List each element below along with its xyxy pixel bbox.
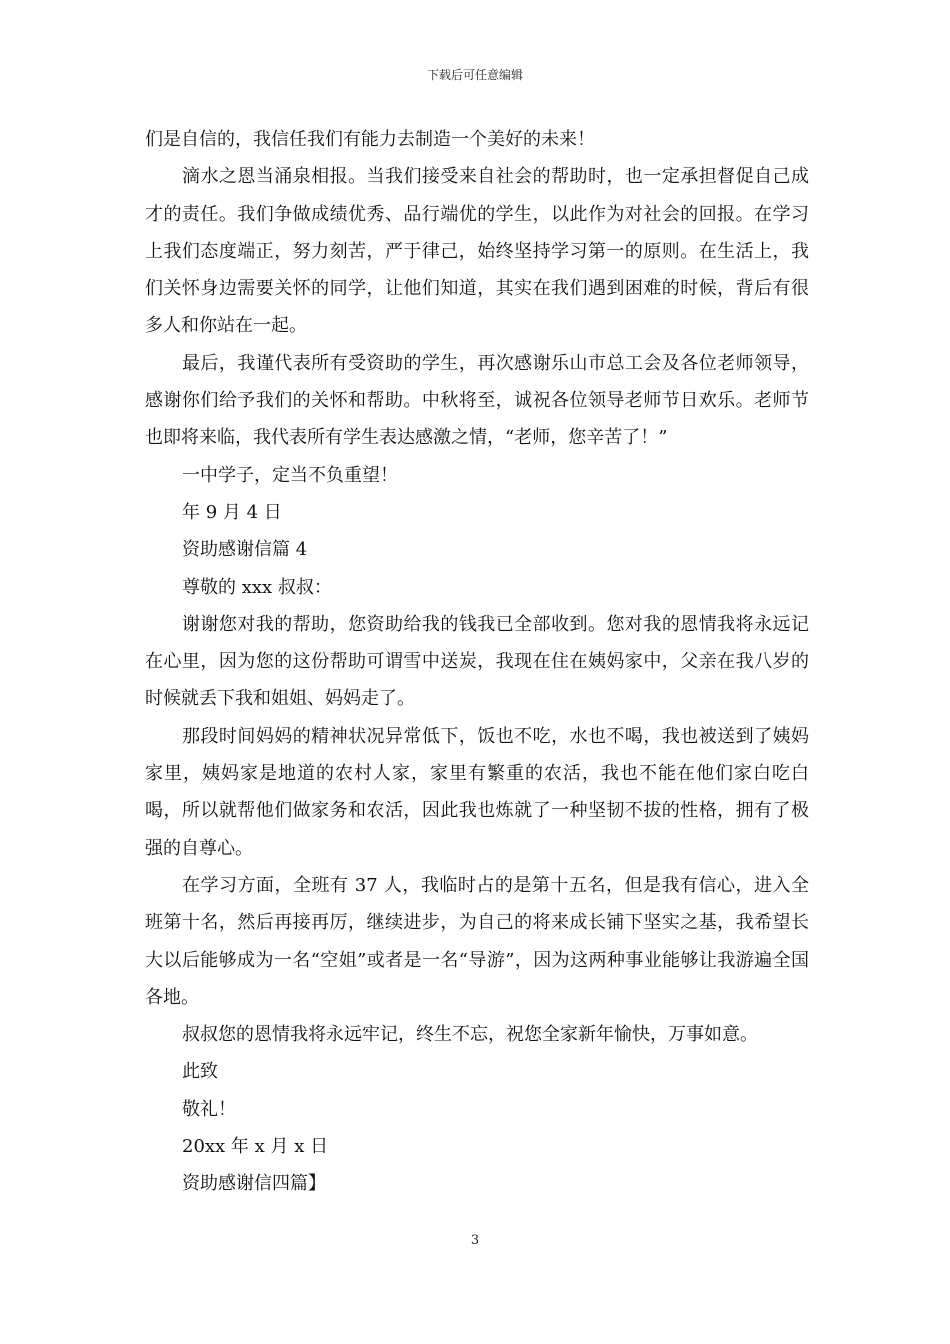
letter-salutation: 尊敬的 xxx 叔叔： xyxy=(182,576,332,598)
paragraph-gratitude: 滴水之恩当涌泉相报。当我们接受来自社会的帮助时，也一定承担督促自己成才的责任。我们争做成绩优秀、品行端优的学生，以此作为对社会的回报。在学习上我们态度端正，努力刻苦，严于律己，始终坚持学习第一的原则。在生活上，我们关怀身边需要关怀的同学，让他们知道，其实在我们遇到困难的时候，背后有很多人和你站在一起。 xyxy=(145,166,809,337)
document-body xyxy=(145,121,809,1203)
letter-closing: 此致 xyxy=(182,1061,218,1083)
paragraph-pledge: 一中学子，定当不负重望！ xyxy=(182,464,398,486)
document-trailer: 资助感谢信四篇】 xyxy=(182,1173,326,1195)
page-number: 3 xyxy=(470,1233,480,1248)
paragraph-wishes: 叔叔您的恩情我将永远牢记，终生不忘，祝您全家新年愉快，万事如意。 xyxy=(182,1024,758,1046)
paragraph-thanks: 谢谢您对我的帮助，您资助给我的钱我已全部收到。您对我的恩情我将永远记在心里，因为您的这份帮助可谓雪中送炭，我现在住在姨妈家中，父亲在我八岁的时候就丢下我和姐姐、妈妈走了。 xyxy=(145,613,809,710)
letter-date: 20xx 年 x 月 x 日 xyxy=(182,1136,329,1158)
paragraph-closing-thanks: 最后，我谨代表所有受资助的学生，再次感谢乐山市总工会及各位老师领导，感谢你们给予我们的关怀和帮助。中秋将至，诚祝各位领导老师节日欢乐。老师节也即将来临，我代表所有学生表达感激之情，“老师，您辛苦了！” xyxy=(145,352,809,449)
paragraph-study: 在学习方面，全班有 37 人，我临时占的是第十五名，但是我有信心，进入全班第十名，然后再接再厉，继续进步，为自己的将来成长铺下坚实之基，我希望长大以后能够成为一名“空姐”或者是一名“导游”，因为这两种事业能够让我游遍全国各地。 xyxy=(145,874,809,1008)
letter-regards: 敬礼！ xyxy=(182,1098,236,1120)
section-title: 资助感谢信篇 4 xyxy=(182,539,308,561)
paragraph-continuation: 们是自信的，我信任我们有能力去制造一个美好的未来！ xyxy=(145,129,595,150)
header-note: 下载后可任意编辑 xyxy=(426,68,523,82)
paragraph-date: 年 9 月 4 日 xyxy=(182,501,282,523)
paragraph-family: 那段时间妈妈的精神状况异常低下，饭也不吃，水也不喝，我也被送到了姨妈家里，姨妈家是地道的农村人家，家里有繁重的农活，我也不能在他们家白吃白喝，所以就帮他们做家务和农活，因此我也炼就了一种坚韧不拔的性格，拥有了极强的自尊心。 xyxy=(145,725,809,859)
